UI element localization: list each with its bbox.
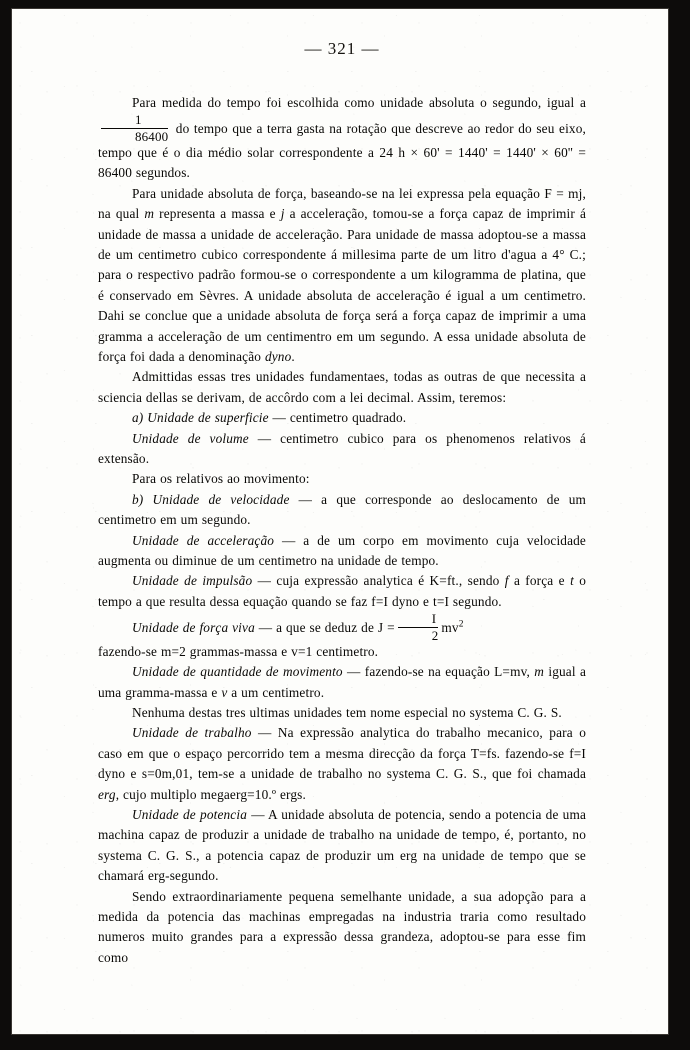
paragraph-forca — [98, 184, 586, 368]
definition-unidade-velocidade: — a que corresponde ao deslocamento de um centimetro em um segundo. — [98, 491, 587, 528]
fraction-one-half — [398, 612, 439, 642]
definition-quantidade-movimento-part1: — fazendo-se na equação L=mv, — [347, 664, 530, 680]
page-paper — [12, 9, 668, 1034]
paragraph-unidades-fundamentaes: Admittidas essas tres unidades fundamentaes, todas as outras de que necessita a sciencia dellas se derivam, de accôrdo com a lei decimal. Assim, teremos: — [98, 369, 586, 405]
definition-unidade-impulsao-part3: o tempo a que resulta dessa equação quando se faz f=I dyno e t=I segundo. — [98, 573, 587, 609]
fraction-denominator: 86400 — [135, 128, 169, 144]
term-unidade-volume: Unidade de volume — [132, 430, 249, 446]
paragraph-nenhuma-destas: Nenhuma destas tres ultimas unidades tem nome especial no systema C. G. S. — [132, 704, 562, 720]
formula-tail-mv: mv — [441, 620, 459, 636]
term-unidade-quantidade-movimento: Unidade de quantidade de movimento — [132, 664, 343, 680]
page-text-block — [98, 39, 586, 968]
term-erg: erg — [98, 786, 116, 802]
definition-unidade-impulsao-part1: — cuja expressão analytica é K=ft., sendo — [257, 573, 500, 589]
paragraph-forca-part3: a acceleração, tomou-se a força capaz de imprimir á unidade de massa a unidade de acceleração. Para unidade de massa adoptou-se a massa de um centimetro cubico correspondente á millesima parte de um litro d'agua a 4° C.; para o respectivo padrão formou-se o correspondente a um kilogramma de platina, que é conservado em Sèvres. A unidade absoluta de acceleração é igual a um centimetro. Dahi se conclue que a unidade absoluta de força será a força capaz de imprimir a uma gramma a acceleração de um centimentro em um segundo. A essa unidade absoluta de força foi dada a denominação — [98, 206, 586, 364]
paragraph-forca-viva-after: fazendo-se m=2 grammas-massa e v=1 centimetro. — [98, 643, 379, 659]
symbol-t: t — [570, 573, 574, 589]
item-unidade-potencia — [98, 805, 586, 887]
definition-quantidade-movimento-part2: igual a uma gramma-massa e — [98, 664, 587, 700]
term-unidade-superficie: Unidade de superficie — [147, 410, 269, 426]
term-unidade-potencia: Unidade de potencia — [132, 807, 248, 822]
paragraph-tempo-part2: do tempo que a terra gasta na rotação que descreve ao redor do seu eixo, tempo que é o dia médio solar correspondente a 24 h × 60' = 1440' = 1440' × 60'' = 86400 segundos. — [98, 121, 587, 181]
item-unidade-impulsao — [98, 571, 586, 612]
symbol-j: j — [280, 206, 285, 222]
term-unidade-impulsao: Unidade de impulsão — [132, 573, 253, 589]
definition-quantidade-movimento-part3: a um centimetro. — [231, 684, 325, 700]
item-marker-b: b) — [132, 491, 144, 507]
paragraph-tempo-part1: Para medida do tempo foi escolhida como unidade absoluta o segundo, igual a — [132, 95, 586, 110]
item-unidade-acceleracao — [98, 531, 586, 572]
item-unidade-quantidade-movimento — [98, 662, 586, 703]
paragraph-forca-period: . — [291, 348, 295, 364]
formula-exponent: 2 — [458, 619, 464, 630]
item-unidade-superficie — [98, 408, 586, 428]
symbol-m-2: m — [534, 664, 545, 680]
definition-unidade-trabalho-part1: — Na expressão analytica do trabalho mecanico, para o caso em que o espaço percorrido tem a mesma direcção da força T=fs. fazendo-se f=I dyno e s=0m,01, tem-se a unidade de trabalho no systema C. G. S., que foi chamada — [98, 725, 586, 782]
item-unidade-trabalho — [98, 723, 586, 805]
paragraph-tempo — [98, 93, 586, 184]
item-unidade-forca-viva — [98, 612, 586, 642]
definition-unidade-potencia: — A unidade absoluta de potencia, sendo a potencia de uma machina capaz de produzir a unidade de trabalho na unidade de tempo, é, portanto, no systema C. G. S., a potencia capaz de produzir um erg na unidade de tempo que se chamará erg-segundo. — [98, 807, 587, 884]
fraction-86400 — [101, 113, 168, 143]
definition-unidade-impulsao-part2: a força e — [513, 573, 565, 589]
paragraph-forca-part1: Para unidade absoluta de força, baseando-se na lei expressa pela equação F = mj, na qual — [98, 185, 586, 222]
item-unidade-volume — [98, 429, 586, 470]
item-marker-a: a) — [132, 410, 144, 426]
symbol-m: m — [144, 206, 155, 222]
term-unidade-acceleracao: Unidade de acceleração — [132, 532, 275, 548]
paragraph-movimento: Para os relativos ao movimento: — [132, 471, 310, 487]
symbol-v: v — [221, 684, 228, 700]
fraction-numerator: I — [431, 611, 437, 627]
definition-unidade-forca-viva: — a que se deduz de J = — [258, 620, 395, 636]
definition-unidade-trabalho-part2: , cujo multiplo megaerg=10.º ergs. — [115, 786, 306, 802]
term-dyno: dyno — [264, 348, 292, 364]
item-unidade-velocidade — [98, 490, 586, 531]
term-unidade-forca-viva: Unidade de força viva — [132, 620, 255, 636]
definition-unidade-superficie: — centimetro quadrado. — [272, 410, 407, 426]
paragraph-forca-part2: representa a massa e — [159, 206, 276, 222]
definition-unidade-acceleracao: — a de um corpo em movimento cuja velocidade augmenta ou diminue de um centimetro na unidade de tempo. — [98, 532, 586, 569]
fraction-numerator: 1 — [135, 112, 142, 128]
page-number: — 321 — — [304, 39, 380, 58]
term-unidade-trabalho: Unidade de trabalho — [132, 725, 252, 741]
paragraph-final: Sendo extraordinariamente pequena semelhante unidade, a sua adopção para a medida da potencia das machinas empregadas na industria traria como resultado numeros muito grandes para a expressão dessa grandeza, adoptou-se para esse fim como — [98, 888, 586, 965]
definition-unidade-volume: — centimetro cubico para os phenomenos relativos á extensão. — [98, 430, 586, 466]
symbol-f: f — [504, 573, 509, 589]
fraction-denominator: 2 — [431, 627, 439, 643]
term-unidade-velocidade: Unidade de velocidade — [152, 491, 290, 507]
